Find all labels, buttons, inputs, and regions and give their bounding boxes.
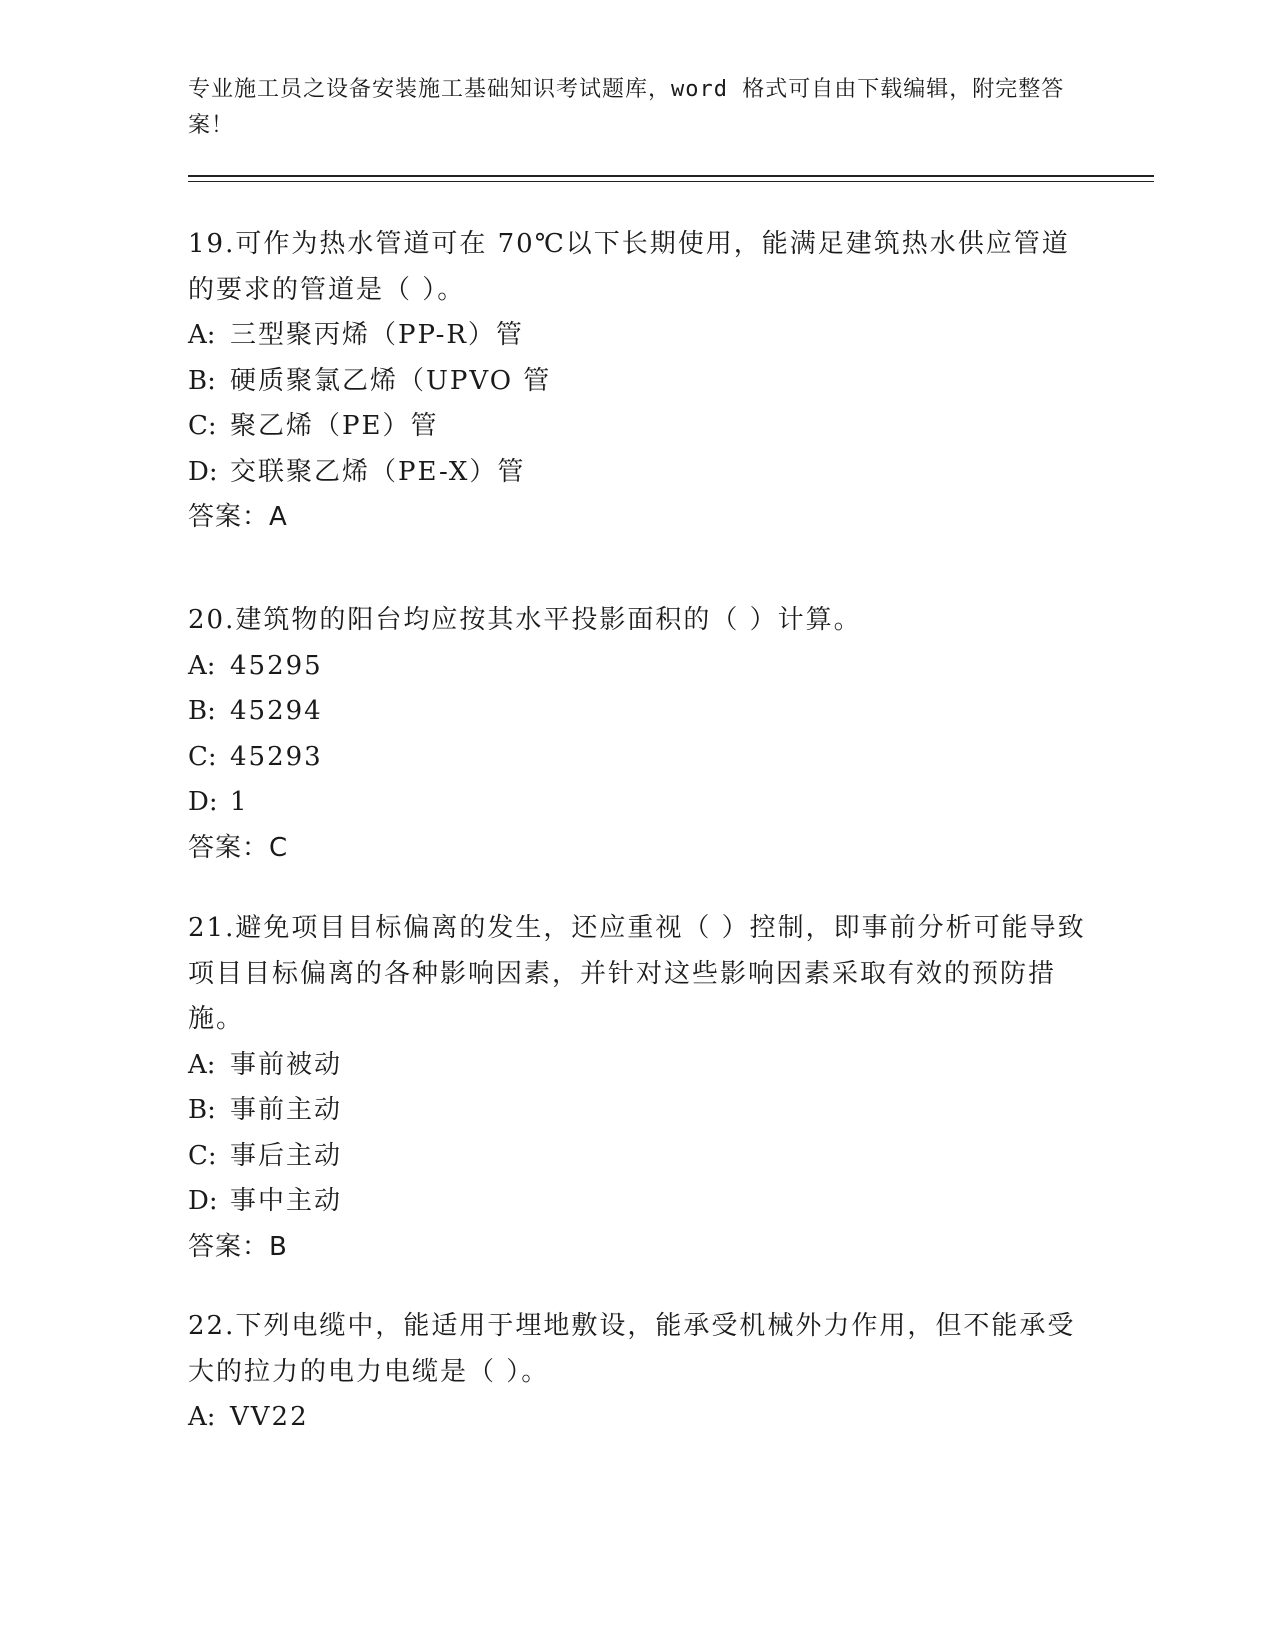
header-divider-thin [188, 181, 1154, 182]
option-text: 硬质聚氯乙烯（UPVO 管 [230, 365, 552, 396]
option-letter: B: [188, 1095, 216, 1125]
option-letter: D: [188, 1186, 218, 1216]
option-letter: B: [188, 365, 216, 396]
option-letter: A: [188, 650, 216, 681]
question-20 [188, 598, 1088, 871]
option-text: 1 [230, 787, 249, 817]
option-text: 45294 [230, 696, 323, 726]
question-stem: 21.避免项目目标偏离的发生，还应重视（ ）控制，即事前分析可能导致项目目标偏离的各种影响因素，并针对这些影响因素采取有效的预防措施。 [188, 913, 1086, 1034]
option-c [188, 1134, 1088, 1180]
option-b [188, 689, 1088, 735]
question-stem: 19.可作为热水管道可在 70℃以下长期使用，能满足建筑热水供应管道的要求的管道是（ ）。 [188, 229, 1070, 305]
answer-line: 答案：C [188, 832, 289, 863]
option-text: 聚乙烯（PE）管 [230, 411, 439, 441]
option-text: 事中主动 [230, 1186, 343, 1216]
option-d [188, 450, 1088, 496]
option-text: 45295 [230, 650, 323, 681]
question-stem: 20.建筑物的阳台均应按其水平投影面积的（ ）计算。 [188, 605, 862, 635]
option-letter: A: [188, 1049, 216, 1080]
option-letter: C: [188, 1140, 217, 1171]
question-stem: 22.下列电缆中，能适用于埋地敷设，能承受机械外力作用，但不能承受大的拉力的电力电缆是（ ）。 [188, 1311, 1076, 1387]
answer-line: 答案：B [188, 1231, 288, 1262]
option-c [188, 735, 1088, 781]
option-letter: D: [188, 787, 218, 817]
answer-line: 答案：A [188, 502, 288, 532]
option-text: VV22 [230, 1402, 309, 1432]
option-c [188, 404, 1088, 450]
option-a [188, 313, 1088, 359]
option-letter: B: [188, 696, 216, 726]
option-letter: C: [188, 411, 217, 441]
option-text: 事前主动 [230, 1095, 343, 1125]
document-header: 专业施工员之设备安装施工基础知识考试题库，word 格式可自由下载编辑，附完整答案！ [188, 77, 1065, 138]
option-a [188, 1043, 1088, 1089]
option-a [188, 1395, 1088, 1441]
option-letter: A: [188, 1402, 216, 1432]
question-19 [188, 222, 1088, 541]
option-text: 45293 [230, 741, 323, 772]
option-letter: C: [188, 741, 217, 772]
question-21 [188, 906, 1088, 1270]
option-a [188, 644, 1088, 690]
option-b [188, 359, 1088, 405]
option-d [188, 780, 1088, 826]
option-text: 事后主动 [230, 1140, 343, 1171]
option-b [188, 1088, 1088, 1134]
option-letter: A: [188, 320, 216, 350]
option-text: 交联聚乙烯（PE-X）管 [230, 456, 526, 487]
option-letter: D: [188, 456, 218, 487]
option-text: 三型聚丙烯（PP-R）管 [230, 320, 524, 350]
header-divider-thick [188, 175, 1154, 177]
option-text: 事前被动 [230, 1049, 343, 1080]
question-22 [188, 1304, 1088, 1441]
option-d [188, 1179, 1088, 1225]
